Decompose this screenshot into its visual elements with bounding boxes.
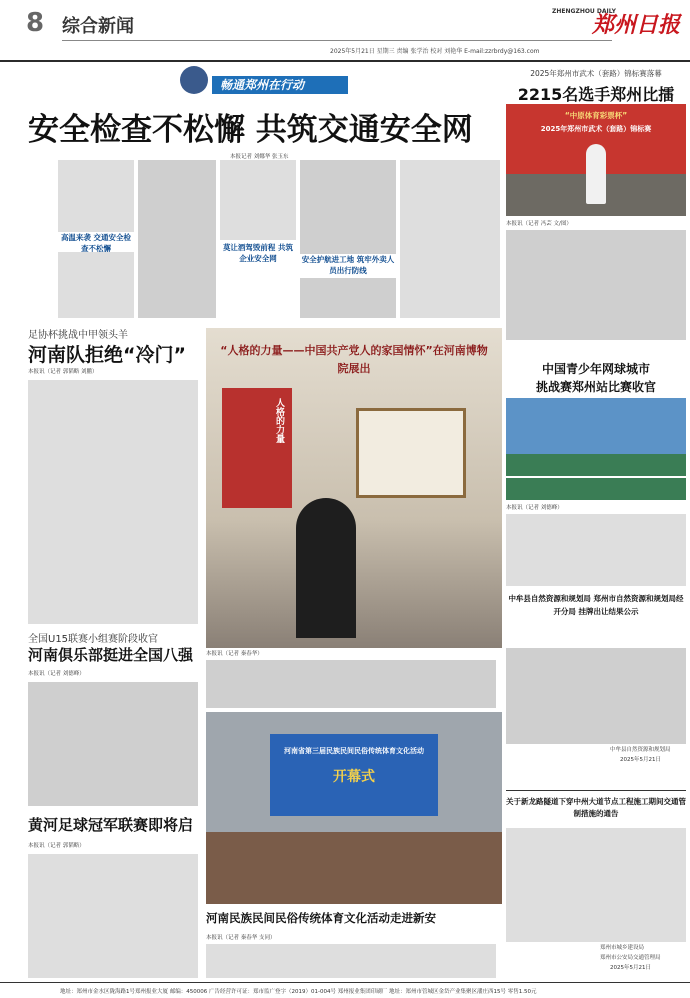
tennis-body bbox=[506, 514, 686, 586]
wushu-kicker: 2025年郑州市武术（套路）锦标赛落幕 bbox=[530, 69, 662, 78]
folk-title: 河南民族民间民俗传统体育文化活动走进新安 bbox=[206, 911, 436, 925]
u15-title: 河南俱乐部挺进全国八强 bbox=[28, 646, 194, 664]
land-notice-title: 中牟县自然资源和规划局 郑州市自然资源和规划局经开分局 挂牌出让结果公示 bbox=[508, 594, 684, 616]
stage-backdrop-text: 河南省第三届民族民间民俗传统体育文化活动 bbox=[284, 747, 424, 755]
tennis-photo bbox=[506, 398, 686, 500]
u15-kicker: 全国U15联赛小组赛阶段收官 bbox=[28, 634, 159, 644]
section-title: 综合新闻 bbox=[62, 16, 134, 37]
lead-subhead-1: 高温来袭 交通安全检查不松懈 bbox=[58, 232, 134, 252]
yellow-river-title: 黄河足球冠军联赛即将启 bbox=[28, 816, 194, 834]
lead-column-3 bbox=[220, 160, 296, 240]
newspaper-logo: 郑州日报 bbox=[591, 12, 680, 38]
performance-stage-floor bbox=[206, 832, 502, 904]
lead-headline: 安全检查不松懈 共筑交通安全网 bbox=[28, 112, 473, 148]
wushu-banner-line1: “中原体育彩票杯” bbox=[564, 111, 628, 120]
tennis-byline: 本报讯（记者 刘德峰） bbox=[506, 505, 563, 511]
campaign-badge: 畅通郑州在行动 bbox=[212, 76, 348, 94]
stage-backdrop bbox=[270, 734, 438, 816]
lead-body bbox=[28, 160, 502, 320]
land-notice-org: 中牟县自然资源和规划局 bbox=[610, 747, 671, 753]
campaign-banner bbox=[150, 62, 350, 98]
page-header bbox=[0, 0, 690, 62]
lead-subhead-3: 安全护航进工地 筑牢外卖人员出行防线 bbox=[300, 254, 396, 278]
lead-column-4 bbox=[300, 160, 396, 318]
police-emblem-icon bbox=[180, 66, 208, 94]
lead-byline: 本报记者 刘娜华 张玉东 bbox=[230, 154, 289, 160]
tennis-title-line1: 中国青少年网球城市 bbox=[541, 362, 650, 376]
football-kicker: 足协杯挑战中甲领头羊 bbox=[28, 330, 128, 340]
wushu-body bbox=[506, 230, 686, 340]
lead-column-2 bbox=[138, 160, 216, 318]
traffic-notice-body bbox=[506, 828, 686, 942]
exhibition-panel-left: 人格的力量 bbox=[222, 388, 292, 508]
traffic-sign-2: 郑州市公安局交通管理局 bbox=[600, 955, 661, 961]
folk-byline: 本报讯（记者 秦春华 支同） bbox=[206, 935, 276, 941]
football-byline: 本报讯（记者 郭韬略 刘鹏） bbox=[28, 369, 98, 375]
lead-column-5 bbox=[400, 160, 500, 318]
traffic-notice-title: 关于新龙路隧道下穿中州大道节点工程施工期间交通管制措施的通告 bbox=[506, 797, 686, 818]
visitor-figure bbox=[296, 498, 356, 638]
wushu-athlete bbox=[586, 144, 606, 204]
opening-ceremony-text: 开幕式 bbox=[333, 769, 375, 785]
folk-photo bbox=[206, 712, 502, 904]
edition-info: 2025年5月21日 星期三 责编 张学治 校对 刘艳华 E-mail:zzrbrdy@163.com bbox=[330, 48, 540, 55]
traffic-divider bbox=[506, 790, 686, 791]
logo-english: ZHENGZHOU DAILY bbox=[552, 8, 616, 15]
u15-byline: 本报讯（记者 刘德峰） bbox=[28, 671, 85, 677]
museum-caption: “人格的力量——中国共产党人的家国情怀”在河南博物院展出 bbox=[220, 344, 488, 375]
wushu-byline: 本报讯（记者 冯芸 文/图） bbox=[506, 221, 572, 227]
land-notice-body bbox=[506, 648, 686, 744]
exhibition-board bbox=[356, 408, 466, 498]
museum-body bbox=[206, 660, 496, 708]
football-title: 河南队拒绝“冷门” bbox=[28, 344, 186, 364]
tennis-net bbox=[506, 476, 686, 478]
wushu-title: 2215名选手郑州比擂 bbox=[517, 85, 675, 104]
land-notice-date: 2025年5月21日 bbox=[620, 757, 661, 763]
traffic-sign-1: 郑州市城乡建设局 bbox=[600, 945, 645, 951]
u15-body bbox=[28, 682, 198, 806]
museum-byline: 本报讯（记者 秦春华） bbox=[206, 651, 263, 657]
wushu-photo bbox=[506, 104, 686, 216]
header-rule bbox=[62, 40, 612, 41]
yellow-river-byline: 本报讯（记者 郭韬略） bbox=[28, 843, 85, 849]
folk-body bbox=[206, 944, 496, 978]
traffic-notice-date: 2025年5月21日 bbox=[610, 965, 651, 971]
wushu-banner-line2: 2025年郑州市武术（套路）锦标赛 bbox=[540, 125, 652, 133]
page-footer: 地址：郑州市金水区陇海路1号郑州报业大厦 邮编：450006 广告经营许可证：郑市监广登字（2019）01-004号 郑州报业集团印刷厂 地址：郑州市管城区金岱产业集聚区潘庄西15号 零售1.50元 bbox=[0, 982, 690, 998]
yellow-river-body bbox=[28, 854, 198, 978]
page-number: 8 bbox=[26, 8, 45, 38]
museum-section bbox=[206, 328, 502, 648]
lead-subhead-2: 莫让酒驾毁前程 共筑企业安全网 bbox=[220, 242, 296, 270]
tennis-title-line2: 挑战赛郑州站比赛收官 bbox=[535, 380, 656, 394]
football-body bbox=[28, 380, 198, 624]
